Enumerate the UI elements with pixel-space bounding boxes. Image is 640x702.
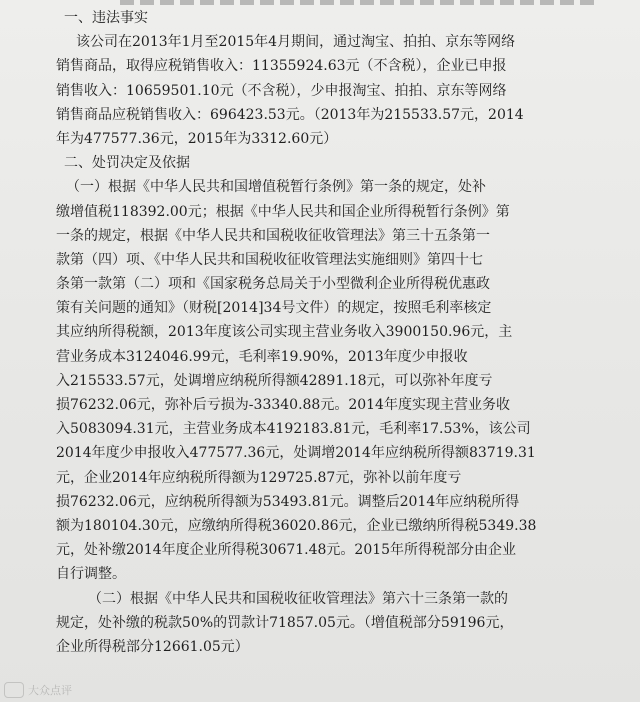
- section-2-line: （一）根据《中华人民共和国增值税暂行条例》第一条的规定，处补: [66, 179, 486, 196]
- section-2-line: 损76232.06元，弥补后亏损为-33340.88元。2014年度实现主营业务收: [56, 397, 510, 413]
- watermark-text: 大众点评: [28, 684, 72, 697]
- watermark: [4, 682, 72, 698]
- section-2-line: 营业务成本3124046.99元，毛利率19.90%，2013年度少申报收: [56, 348, 468, 365]
- section-2-part-2-line: 规定，处补缴的税款50%的罚款计71857.05元。（增值税部分59196元，: [56, 614, 514, 631]
- section-1-title: 一、违法事实: [64, 10, 148, 26]
- section-2-line: 2014年度少申报收入477577.36元，处调增2014年应纳税所得额83719.31: [56, 445, 536, 462]
- section-1-line: 销售收入：10659501.10元（不含税），少申报淘宝、拍拍、京东等网络: [56, 82, 507, 99]
- section-2-line: 损76232.06元，应纳税所得额为53493.81元。调整后2014年应纳税所得: [56, 493, 520, 510]
- section-2-line: 一条的规定，根据《中华人民共和国税收征收管理法》第三十五条第一: [56, 227, 490, 244]
- section-2-line: 条第一款第（二）项和《国家税务总局关于小型微利企业所得税优惠政: [56, 276, 490, 293]
- section-2-part-2-line: （二）根据《中华人民共和国税收征收管理法》第六十三条第一款的: [88, 590, 508, 607]
- section-1-line: 销售商品，取得应税销售收入：11355924.63元（不含税），企业已申报: [56, 58, 507, 75]
- section-2-line: 入5083094.31元，主营业务成本4192183.81元，毛利率17.53%，该公司: [56, 421, 531, 438]
- dianping-logo-icon: [4, 682, 24, 698]
- section-1-line: 销售商品应税销售收入：696423.53元。（2013年为215533.57元，2014: [56, 106, 524, 123]
- section-1-line: 年为477577.36元，2015年为3312.60元）: [56, 130, 338, 147]
- section-2-line: 策有关问题的通知》（财税[2014]34号文件）的规定，按照毛利率核定: [56, 300, 492, 317]
- section-1-line: 该公司在2013年1月至2015年4月期间，通过淘宝、拍拍、京东等网络: [76, 34, 516, 51]
- section-2-line: 元，企业2014年应纳税所得额为129725.87元，弥补以前年度亏: [56, 469, 462, 486]
- cropped-header-text: [120, 0, 600, 5]
- section-2-title: 二、处罚决定及依据: [64, 155, 190, 172]
- section-2-line: 额为180104.30元，应缴纳所得税36020.86元，企业已缴纳所得税5349.38: [56, 517, 537, 534]
- section-2-part-2-line: 企业所得税部分12661.05元）: [56, 638, 249, 655]
- section-2-line: 其应纳所得税额，2013年度该公司实现主营业务收入3900150.96元，主: [56, 324, 513, 341]
- section-2-line: 入215533.57元，处调增应纳税所得额42891.18元，可以弥补年度亏: [56, 372, 493, 389]
- section-2-line: 缴增值税118392.00元；根据《中华人民共和国企业所得税暂行条例》第: [56, 203, 510, 220]
- section-2-line: 款第（四）项、《中华人民共和国税收征收管理法实施细则》第四十七: [56, 251, 483, 268]
- section-2-line: 元，处补缴2014年度企业所得税30671.48元。2015年所得税部分由企业: [56, 542, 517, 559]
- document-body: [56, 6, 616, 659]
- section-2-line: 自行调整。: [56, 566, 126, 583]
